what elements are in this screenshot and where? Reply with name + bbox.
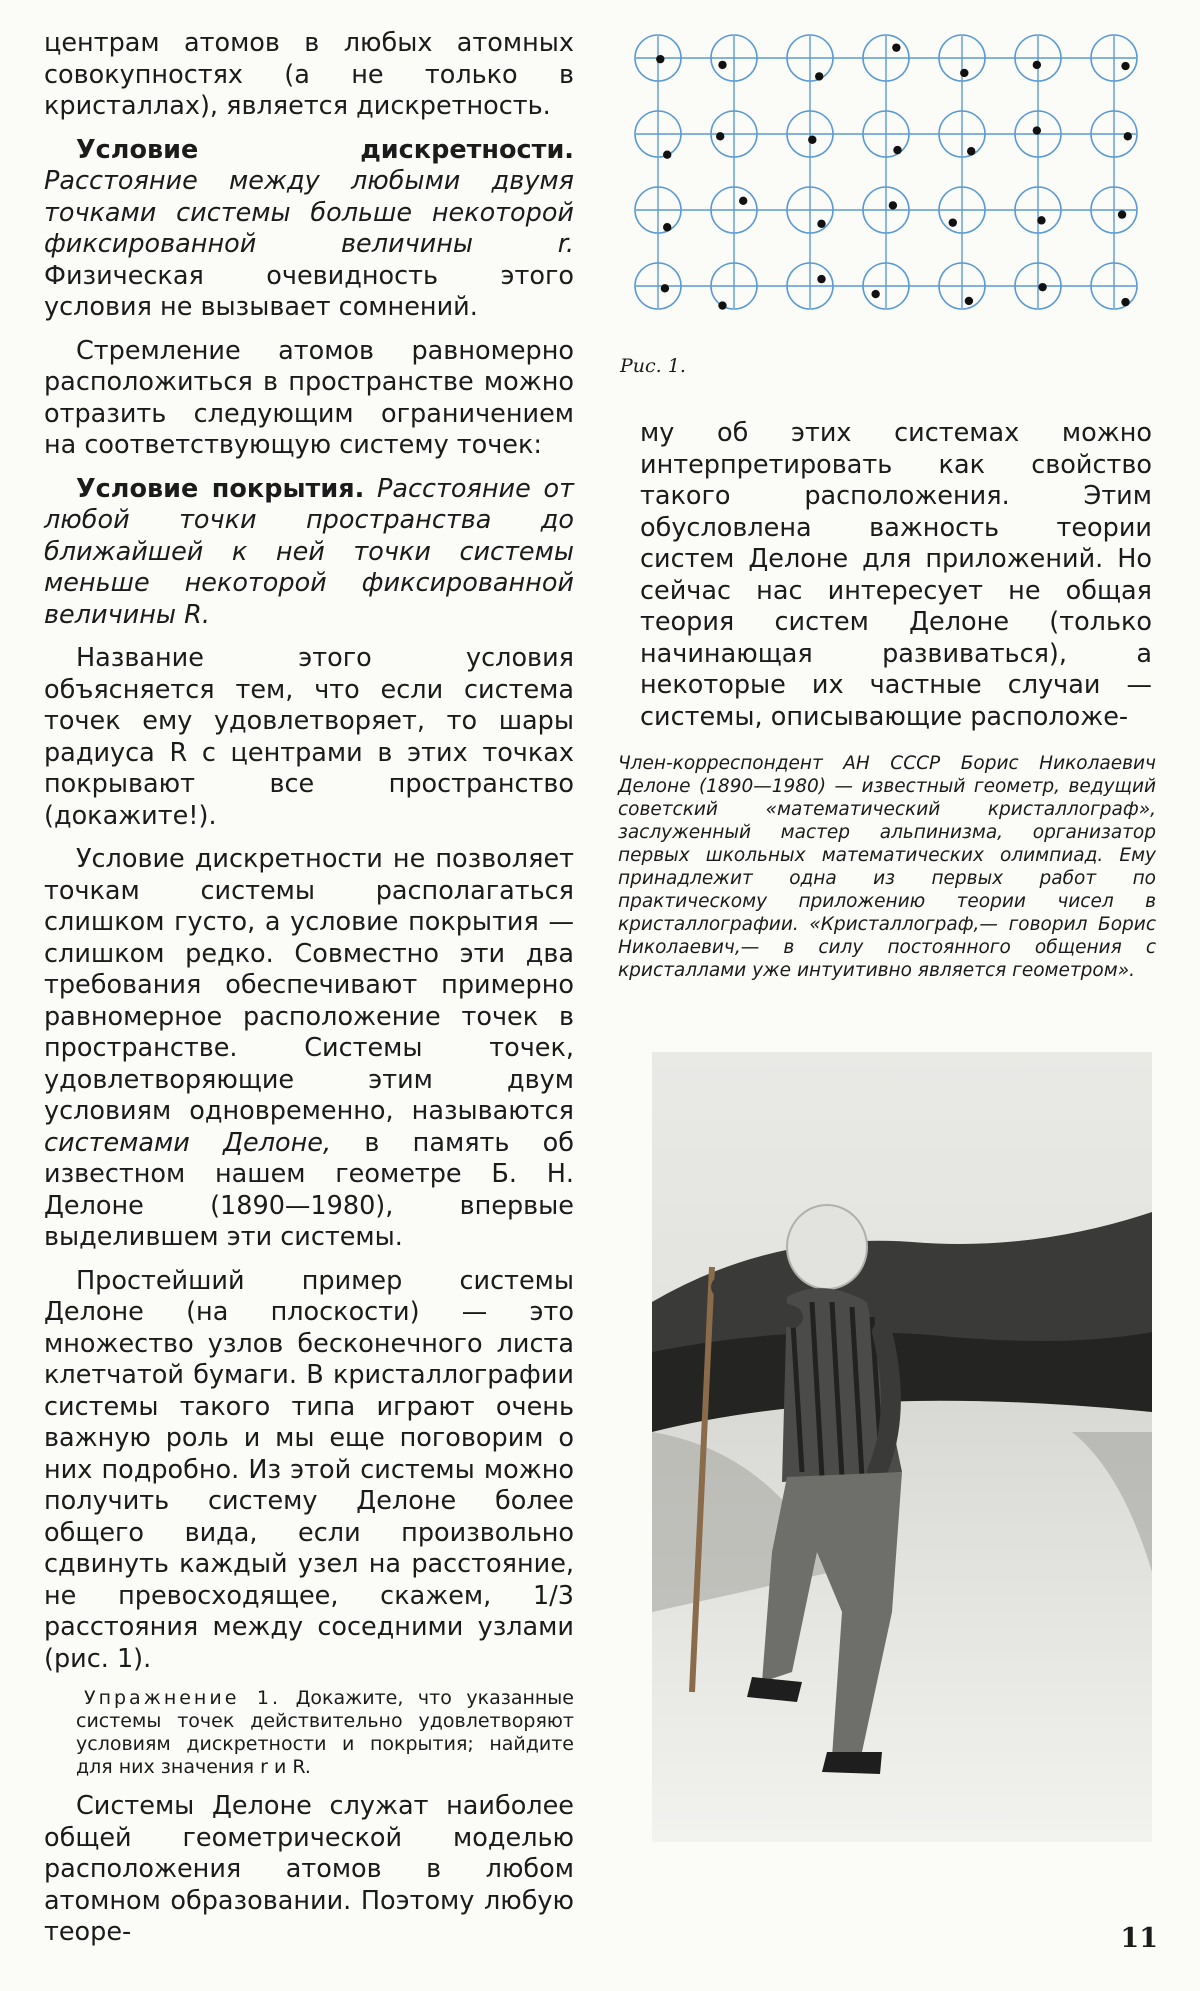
paragraph-discreteness [44,135,574,324]
delone-point [892,43,900,51]
delone-point [1121,62,1129,70]
discreteness-definition: Расстояние между любыми двумя точками системы больше некоторой фиксированной величины r. [44,166,574,259]
covering-title: Условие покрытия. [76,473,365,504]
page-number: 11 [1120,1923,1158,1954]
delone-point [656,55,664,63]
delone-point [661,284,669,292]
delone-point [965,297,973,305]
figure-caption: Рис. 1. [620,355,686,377]
delone-point [718,61,726,69]
delone-point [1038,283,1046,291]
delone-point [808,136,816,144]
delone-point [871,290,879,298]
photo-caption-text: Член-корреспондент АН СССР Борис Николаевич Делоне (1890—1980) — известный геометр, ведущий советский «математический кристаллограф», заслуженный мастер альпинизма, организатор первых школьных математических олимпиад. Ему принадлежит одна из первых работ по практическому приложению теории чисел в кристаллографии. «Кристаллограф,— говорил Борис Николаевич,— в силу постоянного общения с кристаллами уже интуитивно является геометром». [618,753,1156,981]
delone-point [663,151,671,159]
paragraph-simplest-example: Простейший пример системы Делоне (на плоскости) — это множество узлов бесконечного листа клетчатой бумаги. В кристаллографии системы такого типа играют очень важную роль и мы еще поговорим о них подробно. Из этой системы можно получить систему Делоне более общего вида, если произвольно сдвинуть каждый узел на расстояние, не превосходящее, скажем, 1/3 расстояния между соседними узлами (рис. 1). [44,1265,574,1674]
delone-point [1124,132,1132,140]
left-column [44,28,574,1949]
delone-term: системами Делоне, [44,1127,332,1158]
paragraph-model: Системы Делоне служат наиболее общей геометрической моделью расположения атомов в любом атомном образовании. Поэтому любую теоре- [44,1791,574,1947]
delone-point [817,275,825,283]
right-column [640,418,1152,733]
delone-point [967,147,975,155]
paragraph-covering-explanation: Название этого условия объясняется тем, что если система точек ему удовлетворяет, то шары радиуса R с центрами в этих точках покрывают все пространство (докажите!). [44,643,574,831]
delone-point [663,223,671,231]
delone-point [1121,298,1129,306]
delone-point [739,197,747,205]
delone-point [1033,126,1041,134]
delone-point [815,72,823,80]
exercise-label: Упражнение 1. [84,1687,282,1709]
exercise-text: Докажите, что указанные системы точек действительно удовлетворяют условиям дискретности и покрытия; найдите для них значения r и R. [76,1687,574,1778]
figure-delone-grid [628,32,1148,342]
delone-point [889,201,897,209]
paragraph-delone-systems [44,844,574,1254]
discreteness-comment: Физическая очевидность этого условия не вызывает сомнений. [44,260,574,322]
delone-point [718,301,726,309]
photo-delone-mountaineer [652,1052,1152,1842]
delone-point [1118,210,1126,218]
delone-point [949,218,957,226]
delone-point [817,220,825,228]
delone-point [716,132,724,140]
photo-caption [618,752,1156,982]
paragraph-continuation: му об этих системах можно интерпретировать как свойство такого расположения. Этим обусловлена важность теории систем Делоне для приложений. Но сейчас нас интересует не общая теория систем Делоне (только начинающая развиваться), а некоторые их частные случаи — системы, описывающие расположе- [640,418,1152,732]
paragraph-intro: центрам атомов в любых атомных совокупностях (а не только в кристаллах), является дискретность. [44,28,574,121]
paragraph-uniform: Стремление атомов равномерно расположиться в пространстве можно отразить следующим ограничением на соответствующую систему точек: [44,335,574,460]
exercise-1 [44,1687,574,1779]
delone-text-end: в память об известном нашем геометре Б. Н. Делоне (1890—1980), впервые выделившем эти системы. [44,1127,575,1252]
delone-point [960,69,968,77]
delone-point [893,146,901,154]
discreteness-title: Условие дискретности. [76,134,574,165]
delone-point [1033,61,1041,69]
covering-definition: Расстояние от любой точки пространства до ближайшей к ней точки системы меньше некоторой фиксированной величины R. [44,473,574,630]
delone-point [1037,216,1045,224]
paragraph-covering [44,474,574,632]
delone-text-start: Условие дискретности не позволяет точкам системы располагаться слишком густо, а условие покрытия — слишком редко. Совместно эти два требования обеспечивают примерно равномерное расположение точек в пространстве. Системы точек, удовлетворяющие этим двум условиям одновременно, называются [44,844,574,1126]
